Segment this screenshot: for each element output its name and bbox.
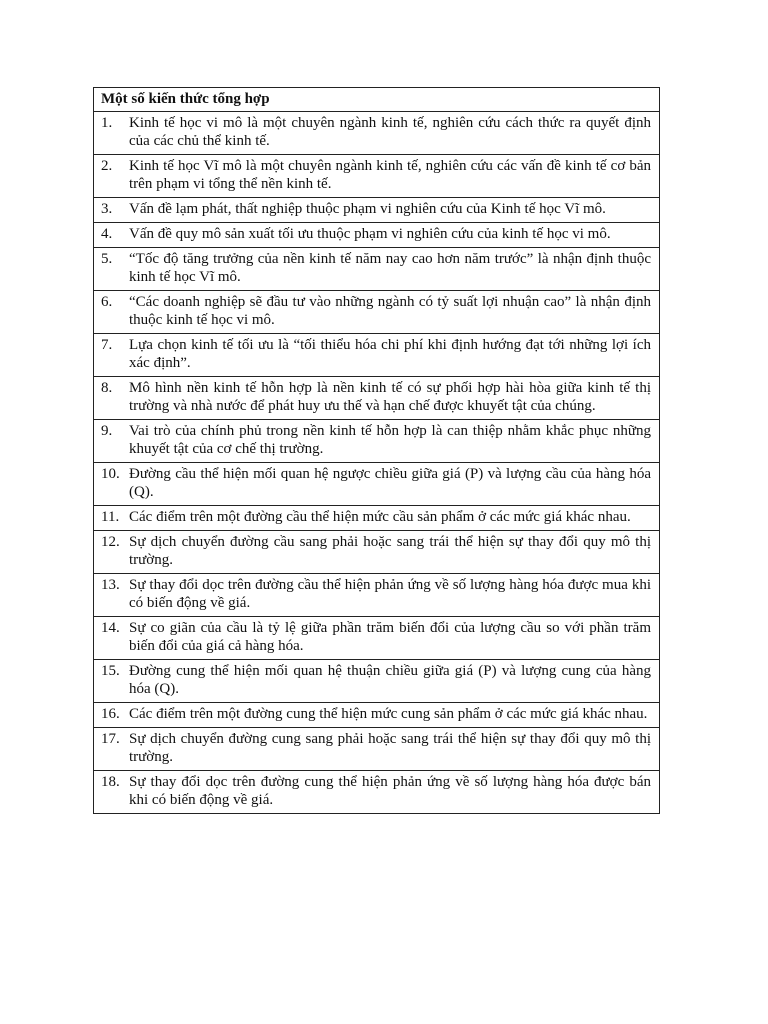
item-text: Lựa chọn kinh tế tối ưu là “tối thiểu hóa chi phí khi định hướng đạt tới những lợi ích xác định”.	[129, 337, 651, 371]
item-number: 10.	[101, 466, 120, 482]
item-text: Các điểm trên một đường cung thể hiện mức cung sản phẩm ở các mức giá khác nhau.	[129, 706, 648, 722]
item-text: Sự dịch chuyển đường cung sang phải hoặc sang trái thể hiện sự thay đổi quy mô thị trường.	[129, 731, 651, 765]
item-text: Sự thay đổi dọc trên đường cung thể hiện phản ứng về số lượng hàng hóa được bán khi có biến động về giá.	[129, 774, 651, 808]
item-number: 9.	[101, 423, 113, 439]
table-row	[94, 703, 660, 728]
table-row	[94, 574, 660, 617]
table-title: Một số kiến thức tổng hợp	[94, 88, 660, 112]
table-row	[94, 223, 660, 248]
table-row	[94, 112, 660, 155]
item-text: Sự thay đổi dọc trên đường cầu thể hiện phản ứng về số lượng hàng hóa được mua khi có biến động về giá.	[129, 577, 651, 611]
item-number: 17.	[101, 731, 120, 747]
item-text: Sự dịch chuyển đường cầu sang phải hoặc sang trái thể hiện sự thay đổi quy mô thị trường.	[129, 534, 651, 568]
item-text: Mô hình nền kinh tế hỗn hợp là nền kinh tế có sự phối hợp hài hòa giữa kinh tế thị trường và nhà nước để phát huy ưu thế và hạn chế được khuyết tật của chúng.	[129, 380, 651, 414]
item-text: Kinh tế học Vĩ mô là một chuyên ngành kinh tế, nghiên cứu các vấn đề kinh tế cơ bản trên phạm vi tổng thể nền kinh tế.	[129, 158, 651, 192]
table-row	[94, 155, 660, 198]
table-header-row	[94, 88, 660, 112]
item-number: 2.	[101, 158, 113, 174]
item-number: 16.	[101, 706, 120, 722]
item-text: Sự co giãn của cầu là tỷ lệ giữa phần trăm biến đổi của lượng cầu so với phần trăm biến đổi của giá cả hàng hóa.	[129, 620, 651, 654]
item-number: 18.	[101, 774, 120, 790]
table-row	[94, 660, 660, 703]
item-text: Vấn đề lạm phát, thất nghiệp thuộc phạm vi nghiên cứu của Kinh tế học Vĩ mô.	[129, 201, 606, 217]
item-number: 13.	[101, 577, 120, 593]
item-text: “Tốc độ tăng trưởng của nền kinh tế năm nay cao hơn năm trước” là nhận định thuộc kinh tế học Vĩ mô.	[129, 251, 651, 285]
item-number: 7.	[101, 337, 113, 353]
item-text: “Các doanh nghiệp sẽ đầu tư vào những ngành có tỷ suất lợi nhuận cao” là nhận định thuộc kinh tế học vi mô.	[129, 294, 651, 328]
table-row	[94, 248, 660, 291]
item-text: Kinh tế học vi mô là một chuyên ngành kinh tế, nghiên cứu cách thức ra quyết định của các chủ thể kinh tế.	[129, 115, 651, 149]
table-row	[94, 291, 660, 334]
item-text: Đường cung thể hiện mối quan hệ thuận chiều giữa giá (P) và lượng cung của hàng hóa (Q).	[129, 663, 651, 697]
table-row	[94, 198, 660, 223]
table-row	[94, 531, 660, 574]
table-row	[94, 463, 660, 506]
item-number: 5.	[101, 251, 113, 267]
item-text: Các điểm trên một đường cầu thể hiện mức cầu sản phẩm ở các mức giá khác nhau.	[129, 509, 631, 525]
document-page	[93, 87, 660, 814]
item-number: 6.	[101, 294, 113, 310]
table-row	[94, 617, 660, 660]
item-number: 8.	[101, 380, 113, 396]
item-number: 4.	[101, 226, 113, 242]
table-row	[94, 420, 660, 463]
table-row	[94, 334, 660, 377]
item-text: Vấn đề quy mô sản xuất tối ưu thuộc phạm vi nghiên cứu của kinh tế học vi mô.	[129, 226, 611, 242]
item-number: 3.	[101, 201, 113, 217]
table-row	[94, 506, 660, 531]
knowledge-table	[93, 87, 660, 814]
item-number: 12.	[101, 534, 120, 550]
table-row	[94, 377, 660, 420]
table-row	[94, 728, 660, 771]
item-number: 15.	[101, 663, 120, 679]
table-row	[94, 771, 660, 814]
item-number: 11.	[101, 509, 120, 525]
item-number: 1.	[101, 115, 113, 131]
item-text: Vai trò của chính phủ trong nền kinh tế hỗn hợp là can thiệp nhằm khắc phục những khuyết tật của cơ chế thị trường.	[129, 423, 651, 457]
item-number: 14.	[101, 620, 120, 636]
item-text: Đường cầu thể hiện mối quan hệ ngược chiều giữa giá (P) và lượng cầu của hàng hóa (Q).	[129, 466, 651, 500]
